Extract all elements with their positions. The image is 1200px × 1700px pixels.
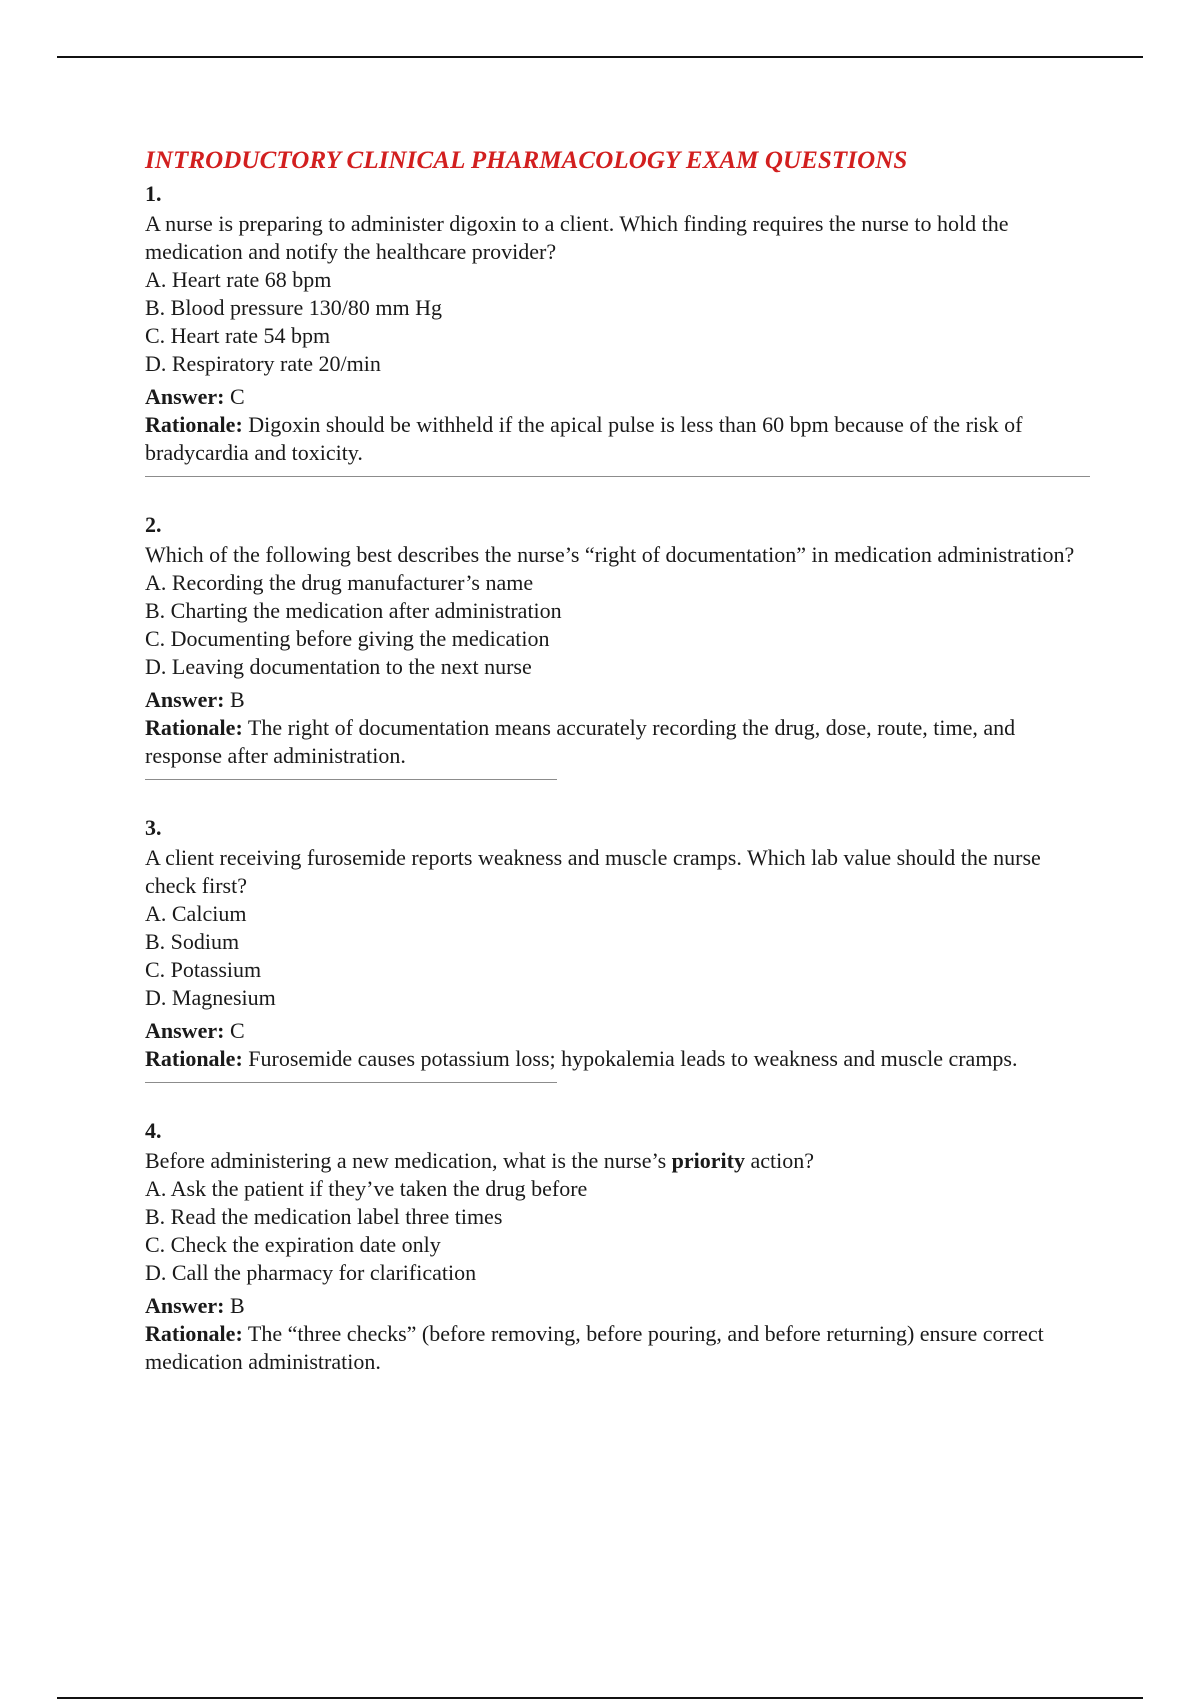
rationale-text: Furosemide causes potassium loss; hypokalemia leads to weakness and muscle cramps. xyxy=(248,1046,1018,1071)
options-list xyxy=(145,900,1090,1012)
question-number: 4. xyxy=(145,1118,162,1143)
document-title: INTRODUCTORY CLINICAL PHARMACOLOGY EXAM QUESTIONS xyxy=(145,147,908,174)
question-separator xyxy=(145,476,1090,477)
question-text-end: action? xyxy=(744,1148,814,1173)
option-b: B. Read the medication label three times xyxy=(145,1204,503,1229)
question-text xyxy=(145,1147,1090,1175)
option-c: C. Documenting before giving the medication xyxy=(145,626,550,651)
answer-label: Answer: xyxy=(145,384,225,409)
option-d: D. Respiratory rate 20/min xyxy=(145,351,381,376)
option-a: A. Ask the patient if they’ve taken the drug before xyxy=(145,1176,588,1201)
question-text: Which of the following best describes the nurse’s “right of documentation” in medication administration? xyxy=(145,542,1075,567)
option-c: C. Potassium xyxy=(145,957,262,982)
rationale-line xyxy=(145,1045,1090,1073)
option-b: B. Blood pressure 130/80 mm Hg xyxy=(145,295,442,320)
rationale-label: Rationale: xyxy=(145,1321,243,1346)
question-number: 2. xyxy=(145,512,162,537)
rationale-label: Rationale: xyxy=(145,715,243,740)
answer-value: B xyxy=(229,1293,245,1318)
question-separator xyxy=(145,779,557,780)
rationale-text: Digoxin should be withheld if the apical pulse is less than 60 bpm because of the risk of bradycardia and toxicity. xyxy=(145,412,1023,465)
rationale-line xyxy=(145,1320,1090,1376)
question-number: 1. xyxy=(145,181,162,206)
question-text: A client receiving furosemide reports weakness and muscle cramps. Which lab value should the nurse check first? xyxy=(145,845,1041,898)
option-d: D. Magnesium xyxy=(145,985,276,1010)
option-a: A. Recording the drug manufacturer’s name xyxy=(145,570,534,595)
rationale-line xyxy=(145,411,1090,467)
rationale-line xyxy=(145,714,1090,770)
question-separator xyxy=(145,1082,557,1083)
option-c: C. Check the expiration date only xyxy=(145,1232,441,1257)
answer-line xyxy=(145,1017,1090,1045)
options-list xyxy=(145,1175,1090,1287)
question-number: 3. xyxy=(145,815,162,840)
option-d: D. Leaving documentation to the next nurse xyxy=(145,654,532,679)
question-4 xyxy=(145,1116,1090,1376)
rationale-label: Rationale: xyxy=(145,412,243,437)
question-text-start: Before administering a new medication, what is the nurse’s xyxy=(145,1148,672,1173)
option-a: A. Heart rate 68 bpm xyxy=(145,267,332,292)
answer-label: Answer: xyxy=(145,687,225,712)
options-list xyxy=(145,266,1090,378)
question-3 xyxy=(145,813,1090,1073)
option-d: D. Call the pharmacy for clarification xyxy=(145,1260,477,1285)
page-header-rule xyxy=(57,56,1143,58)
rationale-text: The right of documentation means accurately recording the drug, dose, route, time, and response after administration. xyxy=(145,715,1016,768)
question-text: A nurse is preparing to administer digoxin to a client. Which finding requires the nurse to hold the medication and notify the healthcare provider? xyxy=(145,211,1009,264)
answer-line xyxy=(145,383,1090,411)
option-c: C. Heart rate 54 bpm xyxy=(145,323,331,348)
option-b: B. Sodium xyxy=(145,929,240,954)
answer-line xyxy=(145,686,1090,714)
answer-value: B xyxy=(229,687,245,712)
rationale-label: Rationale: xyxy=(145,1046,243,1071)
rationale-text: The “three checks” (before removing, before pouring, and before returning) ensure correct medication administration. xyxy=(145,1321,1044,1374)
answer-label: Answer: xyxy=(145,1018,225,1043)
question-text-emphasis: priority xyxy=(671,1148,745,1173)
page-footer-rule xyxy=(57,1697,1143,1699)
answer-line xyxy=(145,1292,1090,1320)
document-body xyxy=(145,144,1090,1376)
option-b: B. Charting the medication after administration xyxy=(145,598,562,623)
question-1 xyxy=(145,179,1090,467)
option-a: A. Calcium xyxy=(145,901,247,926)
answer-label: Answer: xyxy=(145,1293,225,1318)
question-2 xyxy=(145,510,1090,770)
options-list xyxy=(145,569,1090,681)
answer-value: C xyxy=(229,1018,245,1043)
answer-value: C xyxy=(229,384,245,409)
